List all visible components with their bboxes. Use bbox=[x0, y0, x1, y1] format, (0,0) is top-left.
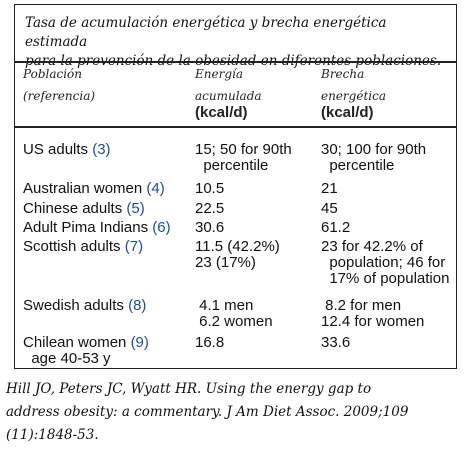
cell-population bbox=[23, 181, 165, 197]
cell-energy: 30.6 bbox=[195, 219, 225, 236]
header-population-line-1: Población bbox=[23, 67, 82, 81]
population-name: Swedish adults bbox=[23, 297, 124, 314]
reference-number: (8) bbox=[128, 297, 147, 314]
population-name: US adults bbox=[23, 141, 89, 158]
cell-energy: 22.5 bbox=[195, 200, 225, 217]
reference-number: (6) bbox=[152, 219, 171, 236]
population-name: Australian women bbox=[23, 180, 143, 197]
header-energy-line-1: Energía bbox=[195, 67, 243, 81]
cell-energy: 10.5 bbox=[195, 180, 225, 197]
cell-energy: 4.1 men 6.2 women bbox=[199, 297, 273, 330]
population-name: Chinese adults bbox=[23, 200, 123, 217]
cell-gap: 61.2 bbox=[321, 219, 351, 236]
cell-energy: 11.5 (42.2%) 23 (17%) bbox=[195, 238, 280, 271]
table-frame bbox=[14, 4, 457, 369]
population-name: Chilean women bbox=[23, 334, 127, 351]
cell-energy: 16.8 bbox=[195, 334, 225, 351]
header-population bbox=[23, 63, 95, 107]
header-population-line-2: (referencia) bbox=[23, 89, 96, 103]
cell-gap: 33.6 bbox=[321, 334, 351, 351]
header-gap-line-1: Brecha bbox=[321, 67, 365, 81]
cell-population bbox=[23, 298, 146, 314]
cell-population bbox=[23, 220, 171, 236]
population-detail: age 40-53 y bbox=[23, 350, 111, 367]
cell-population bbox=[23, 335, 149, 367]
cell-gap: 45 bbox=[321, 200, 338, 217]
citation-line-2: address obesity: a commentary. J Am Diet Assoc. 2009;109 bbox=[6, 404, 409, 420]
citation-line-3: (11):1848-53. bbox=[6, 427, 99, 443]
reference-number: (7) bbox=[124, 238, 144, 255]
cell-gap: 30; 100 for 90th percentile bbox=[321, 141, 427, 174]
header-gap bbox=[321, 63, 386, 107]
caption-line-1: Tasa de acumulación energética y brecha energética estimada bbox=[25, 15, 387, 50]
cell-energy: 15; 50 for 90th percentile bbox=[195, 141, 292, 174]
reference-number: (3) bbox=[92, 141, 111, 158]
population-name: Scottish adults bbox=[23, 238, 121, 255]
reference-number: (5) bbox=[126, 200, 145, 217]
cell-gap: 8.2 for men 12.4 for women bbox=[321, 297, 425, 330]
cell-gap: 23 for 42.2% of population; 46 for 17% of population bbox=[321, 238, 450, 287]
header-energy-unit: (kcal/d) bbox=[195, 104, 248, 121]
header-gap-line-2: energética bbox=[321, 89, 386, 103]
header-gap-unit: (kcal/d) bbox=[321, 104, 374, 121]
caption-line-2: para la prevención de la obesidad en diferentes poblaciones. bbox=[25, 53, 442, 69]
citation-line-1: Hill JO, Peters JC, Wyatt HR. Using the energy gap to bbox=[6, 381, 372, 397]
header-energy-line-2: acumulada bbox=[195, 89, 262, 103]
reference-number: (9) bbox=[130, 334, 149, 351]
population-name: Adult Pima Indians bbox=[23, 219, 149, 236]
citation bbox=[6, 378, 466, 447]
table-header-rule bbox=[15, 126, 456, 128]
cell-gap: 21 bbox=[321, 180, 338, 197]
cell-population bbox=[23, 239, 143, 255]
reference-number: (4) bbox=[146, 180, 165, 197]
header-energy bbox=[195, 63, 262, 107]
cell-population bbox=[23, 201, 145, 217]
cell-population bbox=[23, 142, 111, 158]
